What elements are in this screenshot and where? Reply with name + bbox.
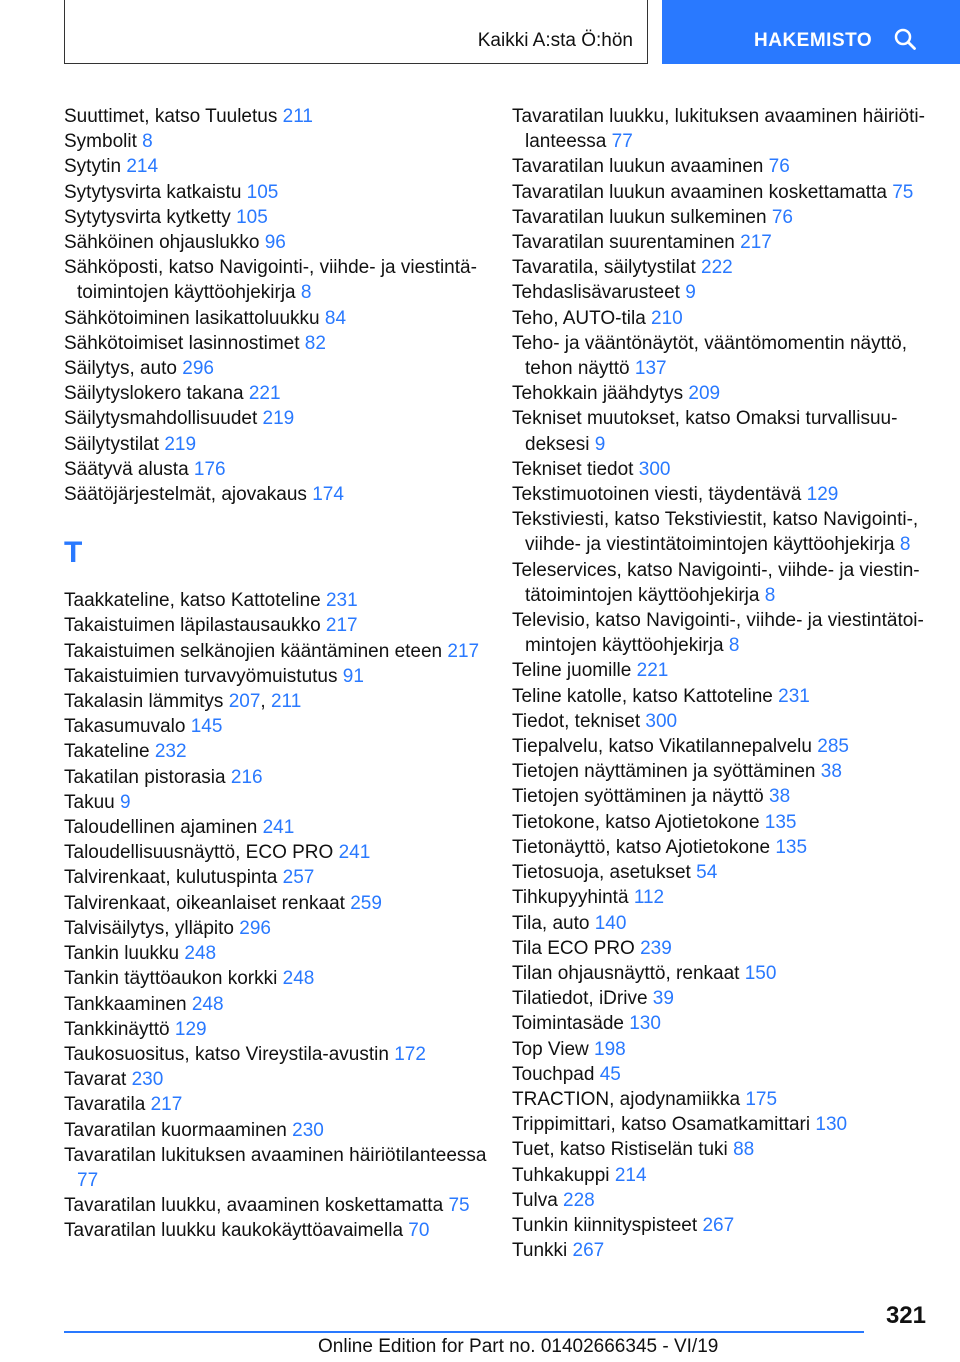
index-term: Symbolit xyxy=(64,131,137,153)
index-entry xyxy=(512,381,932,406)
page-link[interactable]: 267 xyxy=(702,1214,735,1236)
index-term: Top View xyxy=(512,1038,589,1060)
index-entry xyxy=(512,1037,932,1062)
index-entry xyxy=(64,1193,494,1218)
index-entry xyxy=(64,639,494,664)
index-term: Sähkötoiminen lasikattoluukku xyxy=(64,307,320,329)
tab-kaikki-a-o[interactable] xyxy=(64,0,648,64)
index-term: Teline katolle, katso Kattoteline xyxy=(512,685,773,707)
page-link[interactable]: 214 xyxy=(126,156,159,178)
page-link[interactable]: 285 xyxy=(817,736,849,758)
index-term: Tavaratilan luukun avaaminen koskettamatta xyxy=(512,181,887,203)
index-entry xyxy=(512,961,932,986)
index-entry xyxy=(64,588,494,613)
page-link[interactable]: 228 xyxy=(563,1189,595,1211)
index-entry xyxy=(512,154,932,179)
page-link[interactable]: 137 xyxy=(634,358,667,380)
index-entry xyxy=(512,784,932,809)
index-term: Tankin täyttöaukon korkki xyxy=(64,968,278,990)
index-entry xyxy=(64,381,494,406)
index-term: Tavaratilan luukku kaukokäyttöavaimella xyxy=(64,1220,404,1242)
index-term: Säätöjärjestelmät, ajovakaus xyxy=(64,484,307,506)
page-link[interactable]: 239 xyxy=(640,937,672,959)
page-link[interactable]: 248 xyxy=(191,993,224,1015)
index-term: Tietonäyttö, katso Ajotietokone xyxy=(512,836,771,858)
page-link[interactable]: 176 xyxy=(193,458,226,480)
page-link[interactable]: 221 xyxy=(248,383,281,405)
index-entry xyxy=(64,205,494,230)
index-term: Tehdaslisävarusteet xyxy=(512,282,680,304)
index-term: Tavaratilan luukun avaaminen xyxy=(512,156,764,178)
index-term: Tuet, katso Ristiselän tuki xyxy=(512,1139,728,1161)
page-link[interactable]: 76 xyxy=(771,206,793,228)
index-term: Tehokkain jäähdytys xyxy=(512,383,684,405)
index-term: Sähköposti, katso Navigointi-, viihde- ja viestintätoimintojen käyttöohjekirja xyxy=(64,257,477,304)
page-link[interactable]: 211 xyxy=(282,106,313,127)
page-link[interactable]: 296 xyxy=(239,917,271,939)
page-link[interactable]: 105 xyxy=(236,206,268,228)
index-term: Tavaratilan suurentaminen xyxy=(512,232,735,254)
index-entry xyxy=(512,482,932,507)
page-link[interactable]: 231 xyxy=(325,590,358,612)
index-term: Säilytysmahdollisuudet xyxy=(64,408,258,430)
page-link[interactable]: 8 xyxy=(764,584,776,606)
page-link[interactable]: 8 xyxy=(899,534,911,556)
index-entry xyxy=(512,860,932,885)
page-link[interactable]: 198 xyxy=(594,1038,626,1060)
page-link[interactable]: 129 xyxy=(174,1018,207,1040)
page-link[interactable]: 241 xyxy=(262,817,295,839)
index-term: Tilatiedot, iDrive xyxy=(512,988,648,1010)
index-entry xyxy=(64,331,494,356)
page-link[interactable]: 96 xyxy=(264,232,286,254)
page-link[interactable]: 219 xyxy=(164,433,197,455)
page-link[interactable]: 135 xyxy=(775,836,808,858)
index-term: Säilytyslokero takana xyxy=(64,383,244,405)
index-entry xyxy=(64,714,494,739)
page-link[interactable]: 174 xyxy=(312,484,344,506)
tab-label: Kaikki A:sta Ö:hön xyxy=(477,30,633,51)
index-entry xyxy=(64,406,494,431)
index-entry xyxy=(512,1011,932,1036)
footer-divider xyxy=(64,1331,864,1333)
index-term: Tavaratila, säilytystilat xyxy=(512,257,696,279)
page-link[interactable]: 39 xyxy=(652,988,674,1010)
page-link[interactable]: 230 xyxy=(131,1069,164,1091)
index-entry xyxy=(64,356,494,381)
index-term: Tavaratila xyxy=(64,1094,146,1116)
page-link[interactable]: 9 xyxy=(685,282,696,304)
index-term: Takasumuvalo xyxy=(64,716,186,738)
index-entry xyxy=(512,911,932,936)
index-entry xyxy=(64,129,494,154)
index-term: Taloudellisuusnäyttö, ECO PRO xyxy=(64,842,334,864)
index-entry xyxy=(512,280,932,305)
index-term: Teline juomille xyxy=(512,660,632,682)
index-term: Takuu xyxy=(64,791,115,813)
index-entry xyxy=(512,457,932,482)
page-link[interactable]: 8 xyxy=(300,282,312,304)
index-entry xyxy=(512,507,932,557)
index-column-left xyxy=(64,104,494,1244)
index-entry xyxy=(512,759,932,784)
page-link[interactable]: 45 xyxy=(599,1063,621,1085)
index-term: Takalasin lämmitys xyxy=(64,691,224,713)
tab-hakemisto[interactable] xyxy=(662,0,960,64)
index-entry xyxy=(64,891,494,916)
index-entry xyxy=(512,1213,932,1238)
page-link[interactable]: 9 xyxy=(119,791,131,813)
index-term: Talvirenkaat, oikeanlaiset renkaat xyxy=(64,892,345,914)
index-term: Takateline xyxy=(64,741,150,763)
section-heading: T xyxy=(64,536,83,570)
page-link[interactable]: 222 xyxy=(701,257,733,279)
index-term: Säätyvä alusta xyxy=(64,458,189,480)
page-link[interactable]: 82 xyxy=(304,332,326,354)
index-term: Tekstiviesti, katso Tekstiviestit, katso Navigointi-, viihde- ja viestintätoimintojen käyttöohjekirja xyxy=(512,509,919,556)
page-link[interactable]: 140 xyxy=(594,912,627,934)
index-entry xyxy=(64,1067,494,1092)
page-link[interactable]: 175 xyxy=(745,1088,778,1110)
index-term: Tiedot, tekniset xyxy=(512,710,641,732)
index-entry xyxy=(512,658,932,683)
index-term: Tavarat xyxy=(64,1069,127,1091)
index-entry xyxy=(512,709,932,734)
page-link[interactable]: 91 xyxy=(342,665,364,687)
index-term: Talvirenkaat, kulutuspinta xyxy=(64,867,278,889)
page-separator: , xyxy=(260,691,266,713)
page-link[interactable]: 221 xyxy=(636,660,669,682)
index-term: Tunkin kiinnityspisteet xyxy=(512,1214,698,1236)
index-entry xyxy=(512,306,932,331)
index-entry xyxy=(512,835,932,860)
index-entry xyxy=(64,306,494,331)
index-term: Tuhkakuppi xyxy=(512,1164,610,1186)
index-term: Tunkki xyxy=(512,1240,568,1262)
page-link[interactable]: 217 xyxy=(325,615,358,637)
index-term: Tankin luukku xyxy=(64,943,180,965)
index-entry xyxy=(64,1092,494,1117)
index-entry xyxy=(64,104,494,129)
index-term: Sytytysvirta katkaistu xyxy=(64,181,242,203)
index-term: Takatilan pistorasia xyxy=(64,766,226,788)
index-entry xyxy=(512,1062,932,1087)
index-entry xyxy=(512,1238,932,1263)
page-link[interactable]: 8 xyxy=(728,635,740,657)
index-term: Tietokone, katso Ajotietokone xyxy=(512,811,760,833)
index-term: Tavaratilan lukituksen avaaminen häiriötilanteessa xyxy=(64,1144,487,1166)
page-link[interactable]: 216 xyxy=(230,766,263,788)
footer-edition-text: Online Edition for Part no. 01402666345 - VI/19 xyxy=(318,1336,719,1357)
index-entry xyxy=(512,180,932,205)
index-entry xyxy=(512,1163,932,1188)
index-entry xyxy=(64,180,494,205)
index-entry xyxy=(64,941,494,966)
page-link[interactable]: 219 xyxy=(262,408,295,430)
index-entry xyxy=(512,986,932,1011)
index-entry xyxy=(512,230,932,255)
page-link[interactable]: 300 xyxy=(645,710,678,732)
index-term: Teho, AUTO-tila xyxy=(512,307,646,329)
page-link[interactable]: 210 xyxy=(651,307,683,329)
index-entry xyxy=(512,406,932,456)
index-term: Tankkinäyttö xyxy=(64,1018,170,1040)
index-term: Televisio, katso Navigointi-, viihde- ja viestintätoimintojen käyttöohjekirja xyxy=(512,610,924,657)
page-link[interactable]: 296 xyxy=(182,358,214,380)
index-entry xyxy=(64,1042,494,1067)
index-entry xyxy=(512,1137,932,1162)
page-link[interactable]: 88 xyxy=(733,1139,755,1161)
index-entry xyxy=(512,255,932,280)
index-term: Tavaratilan luukku, avaaminen koskettamatta xyxy=(64,1195,444,1217)
index-term: Tavaratilan kuormaaminen xyxy=(64,1119,287,1141)
index-term: Tekniset tiedot xyxy=(512,458,634,480)
index-entry xyxy=(64,457,494,482)
index-term: Tulva xyxy=(512,1189,558,1211)
index-entry xyxy=(512,608,932,658)
index-column-right xyxy=(512,104,932,1263)
index-entry xyxy=(512,104,932,154)
index-entry xyxy=(64,482,494,507)
page-link[interactable]: 217 xyxy=(447,640,480,662)
index-entry xyxy=(64,992,494,1017)
index-term: Sähkötoimiset lasinnostimet xyxy=(64,332,300,354)
index-entry xyxy=(64,255,494,305)
page-link[interactable]: 207 xyxy=(228,691,261,713)
index-term: Takaistuimen läpilastausaukko xyxy=(64,615,321,637)
index-term: Tankkaaminen xyxy=(64,993,187,1015)
page-link[interactable]: 105 xyxy=(246,181,279,203)
index-entry xyxy=(64,1118,494,1143)
index-entry xyxy=(64,790,494,815)
index-entry xyxy=(512,331,932,381)
index-entry xyxy=(512,810,932,835)
page-link[interactable]: 77 xyxy=(77,1169,99,1191)
index-entry xyxy=(64,1143,494,1193)
index-entry xyxy=(64,739,494,764)
page-link[interactable]: 38 xyxy=(820,761,842,783)
index-entry xyxy=(64,865,494,890)
page-link[interactable]: 54 xyxy=(696,862,718,884)
index-entry xyxy=(64,966,494,991)
index-term: Tietojen näyttäminen ja syöttäminen xyxy=(512,761,816,783)
page-link[interactable]: 150 xyxy=(744,962,777,984)
index-term: Toimintasäde xyxy=(512,1013,624,1035)
index-entry xyxy=(64,840,494,865)
index-term: Tietosuoja, asetukset xyxy=(512,862,691,884)
index-term: Taloudellinen ajaminen xyxy=(64,817,258,839)
tab-hakemisto-label: HAKEMISTO xyxy=(754,30,873,51)
page-link[interactable]: 248 xyxy=(184,943,217,965)
index-term: Tila ECO PRO xyxy=(512,937,635,959)
index-term: Tavaratilan luukun sulkeminen xyxy=(512,206,767,228)
page-link[interactable]: 209 xyxy=(688,383,721,405)
page-link[interactable]: 211 xyxy=(270,691,302,713)
index-entry xyxy=(64,432,494,457)
page-link[interactable]: 214 xyxy=(614,1164,647,1186)
page-link[interactable]: 217 xyxy=(150,1094,183,1116)
index-term: Taukosuositus, katso Vireystila-avustin xyxy=(64,1043,389,1065)
page-link[interactable]: 257 xyxy=(282,867,315,889)
page-link[interactable]: 259 xyxy=(350,892,382,914)
index-entry xyxy=(64,1017,494,1042)
index-entry xyxy=(64,765,494,790)
index-term: Takaistuimen selkänojien kääntäminen eteen xyxy=(64,640,443,662)
page-link[interactable]: 76 xyxy=(768,156,790,178)
index-entry xyxy=(512,936,932,961)
index-entry xyxy=(512,1188,932,1213)
index-term: Tekniset muutokset, katso Omaksi turvallisuudeksesi xyxy=(512,408,898,455)
search-icon[interactable] xyxy=(894,28,916,50)
page-link[interactable]: 129 xyxy=(806,484,839,506)
page-link[interactable]: 300 xyxy=(638,458,671,480)
index-term: TRACTION, ajodynamiikka xyxy=(512,1088,741,1110)
page-link[interactable]: 84 xyxy=(324,307,347,329)
index-entry xyxy=(512,558,932,608)
index-term: Touchpad xyxy=(512,1063,595,1085)
page-link[interactable]: 135 xyxy=(764,811,797,833)
page-link[interactable]: 267 xyxy=(572,1240,605,1262)
index-term: Sähköinen ohjauslukko xyxy=(64,232,260,254)
index-entry xyxy=(512,734,932,759)
index-term: Tavaratilan luukku, lukituksen avaaminen häiriötilanteessa xyxy=(512,106,925,153)
page-link[interactable]: 231 xyxy=(778,685,810,707)
index-entry xyxy=(64,916,494,941)
index-term: Tila, auto xyxy=(512,912,590,934)
page-number: 321 xyxy=(885,1302,926,1329)
page-link[interactable]: 38 xyxy=(769,786,791,808)
page-link[interactable]: 8 xyxy=(142,131,153,153)
page-link[interactable]: 241 xyxy=(338,842,371,864)
index-term: Teho- ja vääntönäytöt, vääntömomentin näyttö, tehon näyttö xyxy=(512,332,908,380)
page-link[interactable]: 248 xyxy=(282,968,315,990)
index-entry xyxy=(64,664,494,689)
index-term: Tilan ohjausnäyttö, renkaat xyxy=(512,962,740,984)
index-entry xyxy=(64,1218,494,1243)
index-term: Tietojen syöttäminen ja näyttö xyxy=(512,786,764,808)
index-term: Taakkateline, katso Kattoteline xyxy=(64,590,321,612)
page-link[interactable]: 70 xyxy=(408,1220,430,1242)
index-term: Tekstimuotoinen viesti, täydentävä xyxy=(512,484,802,506)
page-link[interactable]: 217 xyxy=(740,232,772,254)
index-entry xyxy=(512,1087,932,1112)
index-term: Tihkupyyhintä xyxy=(512,887,629,909)
page-link[interactable]: 77 xyxy=(611,131,633,153)
page-link[interactable]: 75 xyxy=(892,181,914,203)
page-link[interactable]: 112 xyxy=(633,887,665,909)
index-entry xyxy=(512,1112,932,1137)
page-link[interactable]: 75 xyxy=(448,1195,470,1217)
index-entry xyxy=(64,689,494,714)
index-term: Talvisäilytys, ylläpito xyxy=(64,917,234,939)
page-link[interactable]: 230 xyxy=(292,1119,324,1141)
index-term: Sytytysvirta kytketty xyxy=(64,206,231,228)
index-entry xyxy=(512,684,932,709)
index-term: Trippimittari, katso Osamatkamittari xyxy=(512,1114,811,1136)
index-term: Teleservices, katso Navigointi-, viihde- ja viestintätoimintojen käyttöohjekirja xyxy=(512,559,920,606)
index-entry xyxy=(64,230,494,255)
index-entry xyxy=(64,154,494,179)
page-link[interactable]: 232 xyxy=(154,741,187,763)
page-link[interactable]: 145 xyxy=(190,716,223,738)
index-entry xyxy=(512,205,932,230)
index-entry xyxy=(64,613,494,638)
index-entry xyxy=(512,885,932,910)
index-entry xyxy=(64,815,494,840)
page-link[interactable]: 130 xyxy=(815,1114,848,1136)
index-term: Sytytin xyxy=(64,156,122,178)
index-term: Säilytystilat xyxy=(64,433,160,455)
page-link[interactable]: 172 xyxy=(394,1043,426,1065)
page-link[interactable]: 9 xyxy=(594,433,606,455)
page-link[interactable]: 130 xyxy=(629,1013,661,1035)
index-term: Säilytys, auto xyxy=(64,358,177,380)
index-term: Suuttimet, katso Tuuletus xyxy=(64,106,278,127)
index-term: Tiepalvelu, katso Vikatilannepalvelu xyxy=(512,736,812,758)
index-term: Takaistuimien turvavyömuistutus xyxy=(64,665,338,687)
